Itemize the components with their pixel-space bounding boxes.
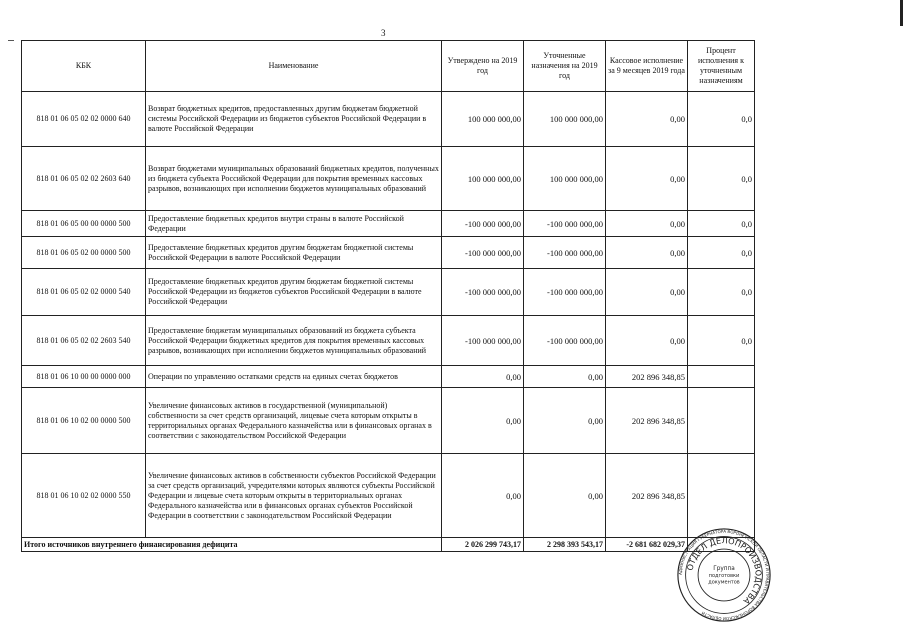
cell-percent [688,388,755,454]
cell-cash: 0,00 [606,237,688,269]
table-row [22,388,755,454]
cell-name: Возврат бюджетами муниципальных образований бюджетных кредитов, полученных из бюджета субъекта Российской Федерации для покрытия временных кассовых разрывов, возникающих при исполнении бюджетов муниципальных образований [146,147,442,211]
cell-kbk: 818 01 06 10 00 00 0000 000 [22,366,146,388]
cell-refined: 100 000 000,00 [524,92,606,147]
cell-percent: 0,0 [688,237,755,269]
cell-kbk: 818 01 06 10 02 00 0000 500 [22,388,146,454]
cell-refined: 0,00 [524,388,606,454]
cell-percent: 0,0 [688,211,755,237]
cell-refined: 0,00 [524,366,606,388]
header-row [22,41,755,92]
cell-approved: -100 000 000,00 [442,316,524,366]
cell-kbk: 818 01 06 05 02 02 2603 640 [22,147,146,211]
cell-percent: 0,0 [688,147,755,211]
cell-name: Увеличение финансовых активов в государственной (муниципальной) собственности за счет средств организаций, лицевые счета которым открыты в территориальных органах Федерального казначейства или в финансовых органах в соответствии с законодательством Российской Федерации [146,388,442,454]
cell-kbk: 818 01 06 05 02 00 0000 500 [22,237,146,269]
cell-approved: -100 000 000,00 [442,237,524,269]
header-percent: Процент исполнения к уточненным назначениям [688,41,755,92]
page-number: 3 [381,28,386,38]
cell-refined: -100 000 000,00 [524,211,606,237]
cell-cash: 0,00 [606,316,688,366]
cell-name: Увеличение финансовых активов в собственности субъектов Российской Федерации за счет средств организаций, учредителями которых являются субъекты Российской Федерации и лицевые счета которым открыты в территориальных органах Федерального казначейства или в финансовых органах субъектов Российской Федерации в соответствии с законодательством Российской Федерации [146,454,442,538]
total-approved: 2 026 299 743,17 [442,538,524,552]
cell-cash: 0,00 [606,211,688,237]
header-kbk: КБК [22,41,146,92]
total-label: Итого источников внутреннего финансирования дефицита [22,538,442,552]
stamp-ring-text: ОТДЕЛ ДЕЛОПРОИЗВОДСТВА [684,535,764,607]
table-row [22,269,755,316]
total-refined: 2 298 393 543,17 [524,538,606,552]
cell-kbk: 818 01 06 05 00 00 0000 500 [22,211,146,237]
cell-kbk: 818 01 06 05 02 02 2603 540 [22,316,146,366]
header-approved: Утверждено на 2019 год [442,41,524,92]
budget-table [21,40,755,552]
header-cash: Кассовое исполнение за 9 месяцев 2019 года [606,41,688,92]
cell-kbk: 818 01 06 05 02 02 0000 640 [22,92,146,147]
cell-kbk: 818 01 06 05 02 02 0000 540 [22,269,146,316]
scan-edge-mark [900,0,903,26]
stamp-outer-text: АДМИНИСТРАЦИЯ ГУБЕРНАТОРА ВОРОНЕЖСКОЙ ОБЛАСТИ И ПРАВИТЕЛЬСТВА ВОРОНЕЖСКОЙ ОБЛАСТИ [677,528,771,622]
office-stamp [676,527,772,623]
cell-percent: 0,0 [688,316,755,366]
table-row [22,211,755,237]
scan-speck [8,40,14,41]
cell-refined: 0,00 [524,454,606,538]
stamp-center-line3: документов [708,579,740,586]
cell-name: Операции по управлению остатками средств на единых счетах бюджетов [146,366,442,388]
cell-name: Предоставление бюджетных кредитов другим бюджетам бюджетной системы Российской Федерации из бюджетов субъектов Российской Федерации в валюте Российской Федерации [146,269,442,316]
cell-percent [688,454,755,538]
cell-cash: 202 896 348,85 [606,388,688,454]
cell-approved: -100 000 000,00 [442,211,524,237]
cell-approved: 0,00 [442,388,524,454]
cell-kbk: 818 01 06 10 02 02 0000 550 [22,454,146,538]
cell-cash: 0,00 [606,92,688,147]
cell-refined: -100 000 000,00 [524,316,606,366]
cell-cash: 202 896 348,85 [606,454,688,538]
cell-approved: 0,00 [442,454,524,538]
cell-cash: 0,00 [606,147,688,211]
table-row [22,454,755,538]
table-row [22,366,755,388]
table-row [22,92,755,147]
cell-refined: 100 000 000,00 [524,147,606,211]
header-name: Наименование [146,41,442,92]
cell-refined: -100 000 000,00 [524,269,606,316]
cell-approved: 100 000 000,00 [442,147,524,211]
cell-name: Предоставление бюджетных кредитов внутри страны в валюте Российской Федерации [146,211,442,237]
total-row [22,538,755,552]
cell-name: Возврат бюджетных кредитов, предоставленных другим бюджетам бюджетной системы Российской Федерации из бюджетов субъектов Российской Федерации в валюте Российской Федерации [146,92,442,147]
total-cash: -2 681 682 029,37 [606,538,688,552]
stamp-center-line2: подготовки [708,572,740,579]
stamp-center-line1: Группа [713,566,735,573]
table-row [22,316,755,366]
table-row [22,237,755,269]
cell-percent [688,366,755,388]
cell-cash: 202 896 348,85 [606,366,688,388]
header-refined: Уточненные назначения на 2019 год [524,41,606,92]
cell-name: Предоставление бюджетных кредитов другим бюджетам бюджетной системы Российской Федерации в валюте Российской Федерации [146,237,442,269]
cell-percent: 0,0 [688,269,755,316]
cell-name: Предоставление бюджетам муниципальных образований из бюджета субъекта Российской Федерации бюджетных кредитов для покрытия временных кассовых разрывов, возникающих при исполнении бюджетов муниципальных образований [146,316,442,366]
cell-cash: 0,00 [606,269,688,316]
cell-percent: 0,0 [688,92,755,147]
table-row [22,147,755,211]
cell-approved: -100 000 000,00 [442,269,524,316]
cell-approved: 100 000 000,00 [442,92,524,147]
cell-approved: 0,00 [442,366,524,388]
cell-refined: -100 000 000,00 [524,237,606,269]
